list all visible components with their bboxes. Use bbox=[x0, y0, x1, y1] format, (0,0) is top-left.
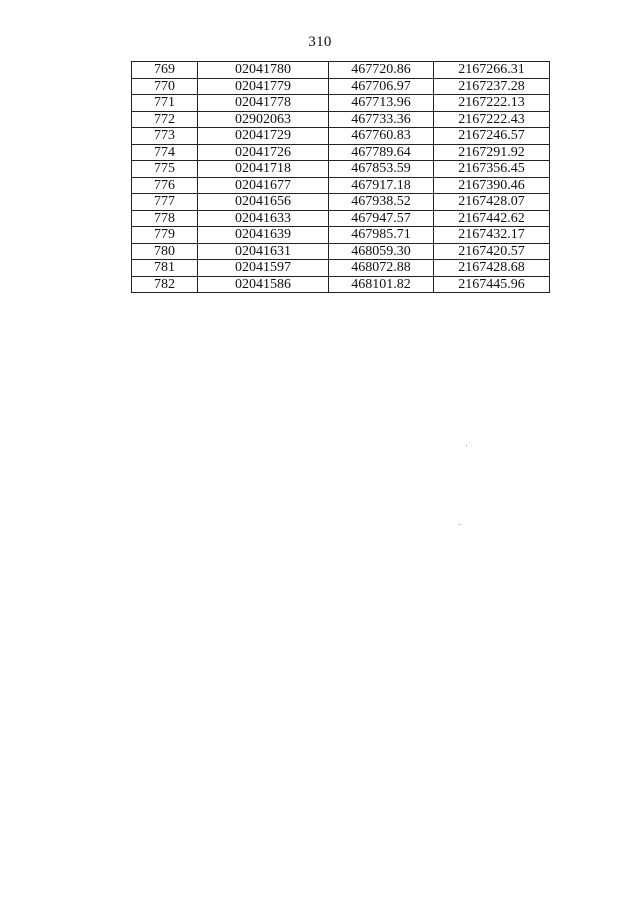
x-coordinate-cell: 468059.30 bbox=[329, 243, 434, 260]
row-number-cell: 771 bbox=[132, 95, 198, 112]
y-coordinate-cell: 2167356.45 bbox=[434, 161, 550, 178]
table-row bbox=[132, 161, 550, 178]
table-row bbox=[132, 62, 550, 79]
y-coordinate-cell: 2167428.68 bbox=[434, 260, 550, 277]
y-coordinate-cell: 2167420.57 bbox=[434, 243, 550, 260]
code-cell: 02041639 bbox=[198, 227, 329, 244]
y-coordinate-cell: 2167291.92 bbox=[434, 144, 550, 161]
row-number-cell: 777 bbox=[132, 194, 198, 211]
code-cell: 02041780 bbox=[198, 62, 329, 79]
x-coordinate-cell: 467706.97 bbox=[329, 78, 434, 95]
code-cell: 02041729 bbox=[198, 128, 329, 145]
y-coordinate-cell: 2167266.31 bbox=[434, 62, 550, 79]
x-coordinate-cell: 467789.64 bbox=[329, 144, 434, 161]
coordinates-table bbox=[131, 61, 550, 293]
table-row bbox=[132, 227, 550, 244]
code-cell: 02041597 bbox=[198, 260, 329, 277]
row-number-cell: 782 bbox=[132, 276, 198, 293]
table-row bbox=[132, 95, 550, 112]
y-coordinate-cell: 2167445.96 bbox=[434, 276, 550, 293]
x-coordinate-cell: 467853.59 bbox=[329, 161, 434, 178]
row-number-cell: 770 bbox=[132, 78, 198, 95]
row-number-cell: 778 bbox=[132, 210, 198, 227]
code-cell: 02041726 bbox=[198, 144, 329, 161]
row-number-cell: 773 bbox=[132, 128, 198, 145]
table-row bbox=[132, 276, 550, 293]
row-number-cell: 772 bbox=[132, 111, 198, 128]
x-coordinate-cell: 467917.18 bbox=[329, 177, 434, 194]
y-coordinate-cell: 2167442.62 bbox=[434, 210, 550, 227]
y-coordinate-cell: 2167237.28 bbox=[434, 78, 550, 95]
row-number-cell: 776 bbox=[132, 177, 198, 194]
table-row bbox=[132, 128, 550, 145]
code-cell: 02041631 bbox=[198, 243, 329, 260]
scan-speck bbox=[459, 524, 460, 525]
row-number-cell: 774 bbox=[132, 144, 198, 161]
table-row bbox=[132, 78, 550, 95]
y-coordinate-cell: 2167390.46 bbox=[434, 177, 550, 194]
table-row bbox=[132, 243, 550, 260]
x-coordinate-cell: 467760.83 bbox=[329, 128, 434, 145]
x-coordinate-cell: 467985.71 bbox=[329, 227, 434, 244]
page-number: 310 bbox=[308, 34, 332, 50]
x-coordinate-cell: 468101.82 bbox=[329, 276, 434, 293]
x-coordinate-cell: 468072.88 bbox=[329, 260, 434, 277]
x-coordinate-cell: 467733.36 bbox=[329, 111, 434, 128]
row-number-cell: 775 bbox=[132, 161, 198, 178]
code-cell: 02041778 bbox=[198, 95, 329, 112]
x-coordinate-cell: 467947.57 bbox=[329, 210, 434, 227]
x-coordinate-cell: 467938.52 bbox=[329, 194, 434, 211]
code-cell: 02041779 bbox=[198, 78, 329, 95]
y-coordinate-cell: 2167222.13 bbox=[434, 95, 550, 112]
table-row bbox=[132, 210, 550, 227]
table-row bbox=[132, 144, 550, 161]
table-row bbox=[132, 111, 550, 128]
y-coordinate-cell: 2167428.07 bbox=[434, 194, 550, 211]
code-cell: 02041633 bbox=[198, 210, 329, 227]
row-number-cell: 781 bbox=[132, 260, 198, 277]
x-coordinate-cell: 467720.86 bbox=[329, 62, 434, 79]
row-number-cell: 780 bbox=[132, 243, 198, 260]
table-row bbox=[132, 194, 550, 211]
y-coordinate-cell: 2167222.43 bbox=[434, 111, 550, 128]
code-cell: 02041718 bbox=[198, 161, 329, 178]
table-row bbox=[132, 260, 550, 277]
code-cell: 02902063 bbox=[198, 111, 329, 128]
y-coordinate-cell: 2167246.57 bbox=[434, 128, 550, 145]
table-row bbox=[132, 177, 550, 194]
code-cell: 02041677 bbox=[198, 177, 329, 194]
row-number-cell: 779 bbox=[132, 227, 198, 244]
code-cell: 02041656 bbox=[198, 194, 329, 211]
scan-speck bbox=[466, 445, 467, 446]
row-number-cell: 769 bbox=[132, 62, 198, 79]
x-coordinate-cell: 467713.96 bbox=[329, 95, 434, 112]
y-coordinate-cell: 2167432.17 bbox=[434, 227, 550, 244]
code-cell: 02041586 bbox=[198, 276, 329, 293]
